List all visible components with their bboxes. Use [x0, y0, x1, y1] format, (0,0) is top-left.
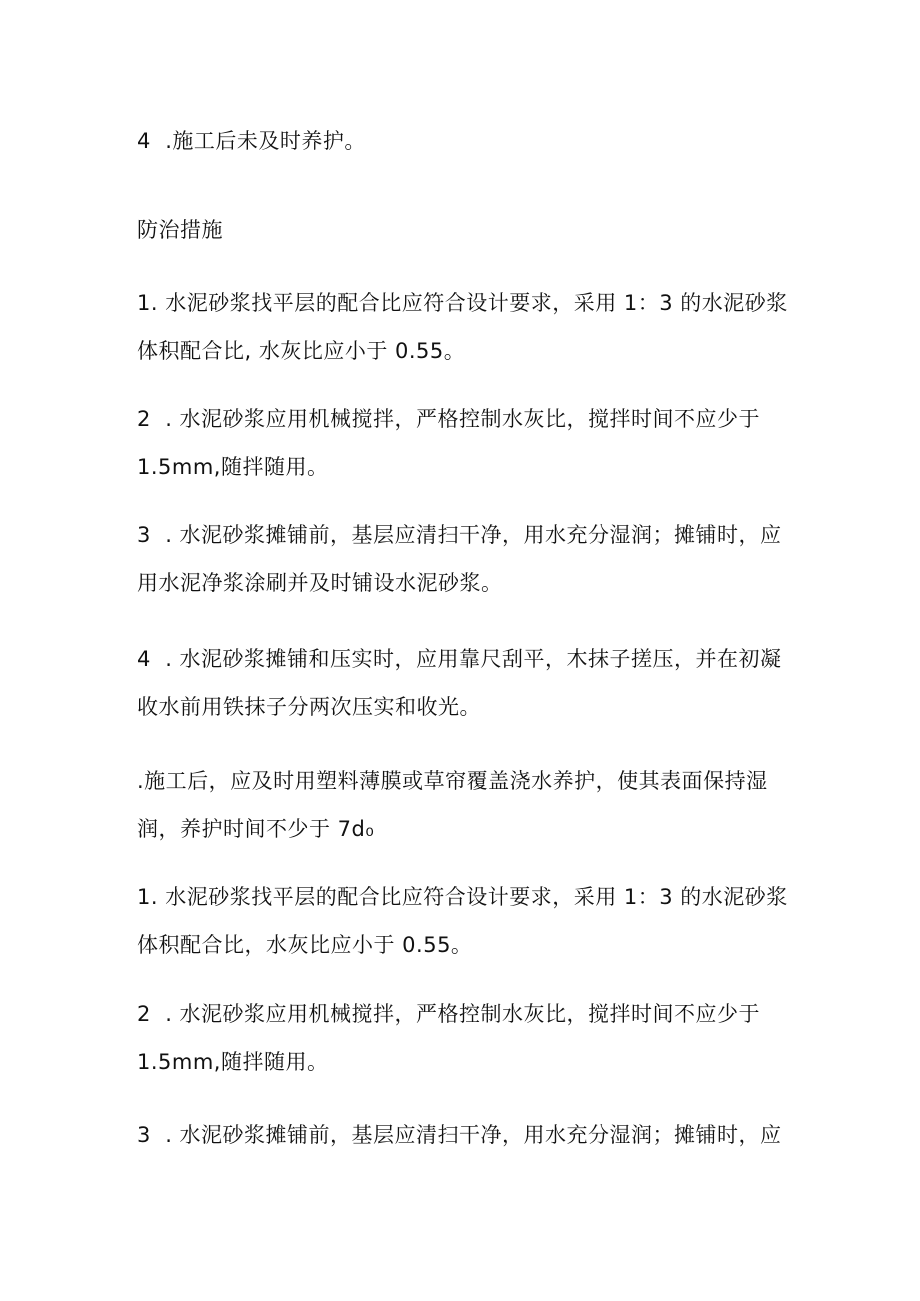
text-line: 体积配合比，水灰比应小于 0.55。: [137, 933, 473, 957]
text-line: 1.5mm,随拌随用。: [137, 455, 329, 479]
text-line: 1.5mm,随拌随用。: [137, 1050, 329, 1074]
text-line: 1. 水泥砂浆找平层的配合比应符合设计要求，采用 1：3 的水泥砂浆: [137, 291, 788, 315]
text-line: 1. 水泥砂浆找平层的配合比应符合设计要求，采用 1：3 的水泥砂浆: [137, 885, 788, 909]
text-line: 3 . 水泥砂浆摊铺前，基层应清扫干净，用水充分湿润；摊铺时，应: [137, 523, 782, 547]
text-line: 用水泥净浆涂刷并及时铺设水泥砂浆。: [137, 571, 503, 595]
text-line: 润，养护时间不少于 7d₀: [137, 817, 375, 841]
text-line: 4 .施工后未及时养护。: [137, 129, 366, 153]
text-line: 体积配合比, 水灰比应小于 0.55。: [137, 339, 466, 363]
text-line: 2 . 水泥砂浆应用机械搅拌，严格控制水灰比，搅拌时间不应少于: [137, 1002, 761, 1026]
section-heading: 防治措施: [137, 218, 223, 242]
text-line: 4 . 水泥砂浆摊铺和压实时，应用靠尺刮平，木抹子搓压，并在初凝: [137, 647, 782, 671]
text-line: 3 . 水泥砂浆摊铺前，基层应清扫干净，用水充分湿润；摊铺时，应: [137, 1123, 782, 1147]
text-line: 收水前用铁抹子分两次压实和收光。: [137, 695, 481, 719]
text-line: 2 . 水泥砂浆应用机械搅拌，严格控制水灰比，搅拌时间不应少于: [137, 407, 761, 431]
text-line: .施工后，应及时用塑料薄膜或草帘覆盖浇水养护，使其表面保持湿: [137, 769, 768, 793]
